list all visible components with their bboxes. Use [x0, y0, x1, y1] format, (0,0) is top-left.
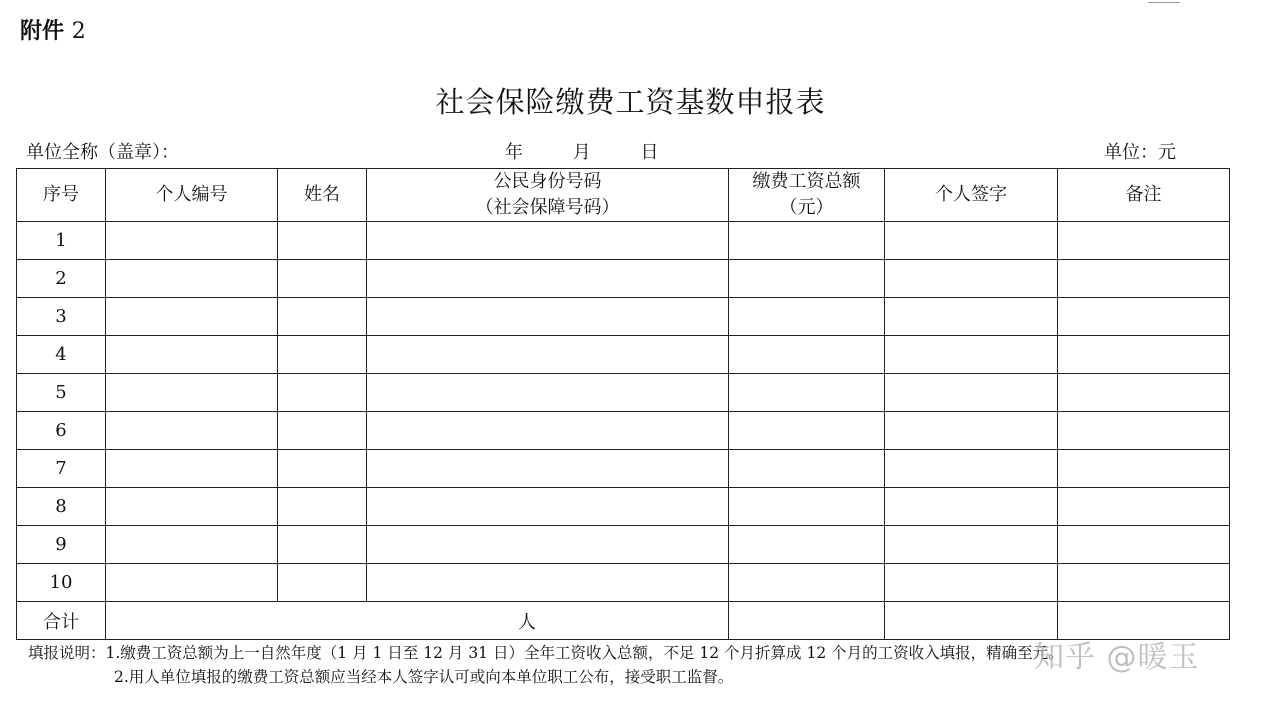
remark-cell[interactable]: [1058, 488, 1230, 526]
name-cell[interactable]: [278, 450, 367, 488]
header-cell: 缴费工资总额 （元）: [729, 169, 885, 222]
wage-total-cell[interactable]: [729, 222, 885, 260]
personal-id-cell[interactable]: [106, 412, 278, 450]
signature-cell[interactable]: [885, 412, 1058, 450]
citizen-id-cell[interactable]: [367, 336, 729, 374]
personal-id-cell[interactable]: [106, 298, 278, 336]
row-number: 10: [17, 564, 106, 602]
corner-mark: [1148, 0, 1180, 3]
currency-unit: 单位：元: [1104, 142, 1176, 163]
total-label: 合计: [17, 602, 106, 640]
notes-prefix: 填报说明：: [28, 644, 106, 662]
total-wage-cell[interactable]: [729, 602, 885, 640]
citizen-id-cell[interactable]: [367, 260, 729, 298]
name-cell[interactable]: [278, 298, 367, 336]
wage-total-cell[interactable]: [729, 564, 885, 602]
header-cell: 备注: [1058, 169, 1230, 222]
wage-total-cell[interactable]: [729, 488, 885, 526]
wage-total-cell[interactable]: [729, 526, 885, 564]
personal-id-cell[interactable]: [106, 526, 278, 564]
citizen-id-cell[interactable]: [367, 412, 729, 450]
remark-cell[interactable]: [1058, 412, 1230, 450]
header-cell: 公民身份号码 （社会保障号码）: [367, 169, 729, 222]
row-number: 1: [17, 222, 106, 260]
table-row: [17, 222, 1230, 260]
table-row: [17, 336, 1230, 374]
note-item-2: 2.用人单位填报的缴费工资总额应当经本人签字认可或向本单位职工公布，接受职工监督。: [114, 668, 734, 686]
wage-total-cell[interactable]: [729, 336, 885, 374]
personal-id-cell[interactable]: [106, 374, 278, 412]
date-month: 月: [572, 142, 591, 163]
note-item-1: 1.缴费工资总额为上一自然年度（1 月 1 日至 12 月 31 日）全年工资收入总额，不足 12 个月折算成 12 个月的工资收入填报，精确至元。: [105, 644, 1064, 662]
remark-cell[interactable]: [1058, 260, 1230, 298]
remark-cell[interactable]: [1058, 564, 1230, 602]
unit-name-label: 单位全称（盖章）：: [26, 142, 179, 163]
name-cell[interactable]: [278, 374, 367, 412]
personal-id-cell[interactable]: [106, 450, 278, 488]
date-line: [505, 138, 658, 164]
row-number: 4: [17, 336, 106, 374]
signature-cell[interactable]: [885, 298, 1058, 336]
wage-total-cell[interactable]: [729, 298, 885, 336]
row-number: 9: [17, 526, 106, 564]
date-day: 日: [640, 142, 659, 163]
name-cell[interactable]: [278, 564, 367, 602]
filling-notes: [28, 641, 1064, 689]
header-cell: 个人编号: [106, 169, 278, 222]
citizen-id-cell[interactable]: [367, 222, 729, 260]
header-row: [17, 169, 1230, 222]
attachment-label: [20, 14, 86, 45]
signature-cell[interactable]: [885, 450, 1058, 488]
signature-cell[interactable]: [885, 260, 1058, 298]
table-row: [17, 412, 1230, 450]
signature-cell[interactable]: [885, 564, 1058, 602]
total-people-cell[interactable]: [106, 602, 729, 640]
name-cell[interactable]: [278, 222, 367, 260]
form-title: 社会保险缴费工资基数申报表: [435, 85, 826, 119]
signature-cell[interactable]: [885, 526, 1058, 564]
wage-total-cell[interactable]: [729, 450, 885, 488]
citizen-id-cell[interactable]: [367, 374, 729, 412]
table-row: [17, 298, 1230, 336]
row-number: 2: [17, 260, 106, 298]
personal-id-cell[interactable]: [106, 222, 278, 260]
signature-cell[interactable]: [885, 222, 1058, 260]
row-number: 8: [17, 488, 106, 526]
citizen-id-cell[interactable]: [367, 450, 729, 488]
wage-total-cell[interactable]: [729, 260, 885, 298]
header-cell: 姓名: [278, 169, 367, 222]
wage-total-cell[interactable]: [729, 374, 885, 412]
row-number: 3: [17, 298, 106, 336]
name-cell[interactable]: [278, 526, 367, 564]
attachment-text: 附件: [20, 18, 65, 44]
table-row: [17, 564, 1230, 602]
table-row: [17, 260, 1230, 298]
name-cell[interactable]: [278, 412, 367, 450]
signature-cell[interactable]: [885, 336, 1058, 374]
remark-cell[interactable]: [1058, 298, 1230, 336]
signature-cell[interactable]: [885, 374, 1058, 412]
personal-id-cell[interactable]: [106, 564, 278, 602]
wage-base-table: [16, 168, 1230, 640]
personal-id-cell[interactable]: [106, 336, 278, 374]
citizen-id-cell[interactable]: [367, 298, 729, 336]
citizen-id-cell[interactable]: [367, 564, 729, 602]
attachment-number: 2: [71, 19, 86, 44]
total-signature-cell[interactable]: [885, 602, 1058, 640]
name-cell[interactable]: [278, 336, 367, 374]
citizen-id-cell[interactable]: [367, 488, 729, 526]
signature-cell[interactable]: [885, 488, 1058, 526]
row-number: 6: [17, 412, 106, 450]
citizen-id-cell[interactable]: [367, 526, 729, 564]
personal-id-cell[interactable]: [106, 488, 278, 526]
name-cell[interactable]: [278, 260, 367, 298]
people-unit: 人: [518, 611, 536, 633]
date-year: 年: [505, 142, 523, 163]
table-row: [17, 374, 1230, 412]
row-number: 5: [17, 374, 106, 412]
table-row: [17, 488, 1230, 526]
remark-cell[interactable]: [1058, 526, 1230, 564]
table-row: [17, 450, 1230, 488]
watermark: 知乎 @暖玉: [1034, 640, 1200, 675]
table-row: [17, 526, 1230, 564]
remark-cell[interactable]: [1058, 450, 1230, 488]
remark-cell[interactable]: [1058, 374, 1230, 412]
name-cell[interactable]: [278, 488, 367, 526]
wage-total-cell[interactable]: [729, 412, 885, 450]
header-cell: 序号: [17, 169, 106, 222]
header-cell: 个人签字: [885, 169, 1058, 222]
remark-cell[interactable]: [1058, 222, 1230, 260]
personal-id-cell[interactable]: [106, 260, 278, 298]
row-number: 7: [17, 450, 106, 488]
remark-cell[interactable]: [1058, 336, 1230, 374]
